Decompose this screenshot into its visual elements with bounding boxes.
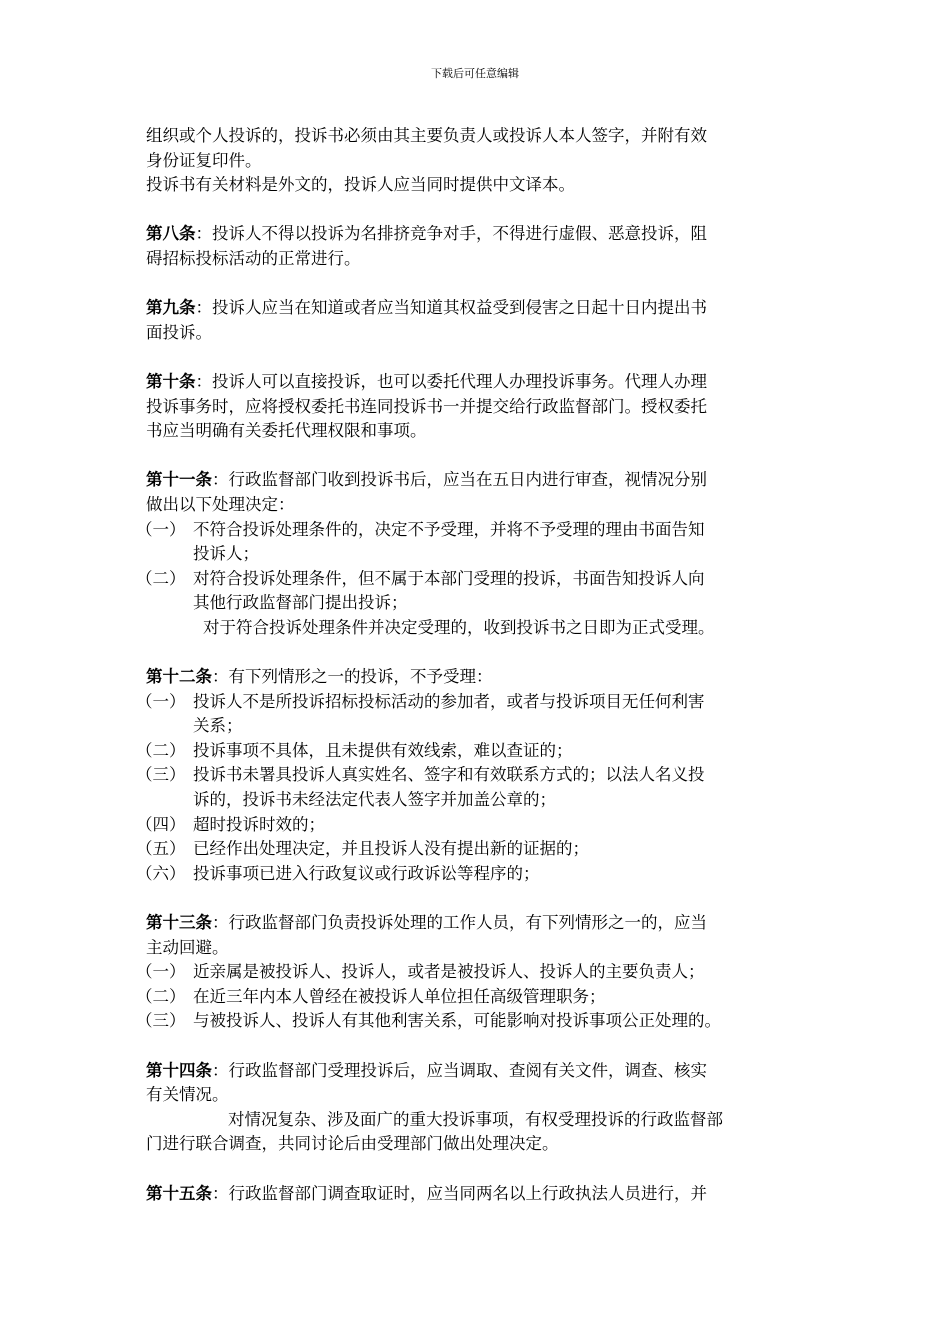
list-number: （六） bbox=[136, 863, 186, 883]
paragraph-line: 门进行联合调查，共同讨论后由受理部门做出处理决定。 bbox=[146, 1134, 559, 1154]
paragraph-line: 主动回避。 bbox=[146, 937, 229, 957]
paragraph-line: 对情况复杂、涉及面广的重大投诉事项，有权受理投诉的行政监督部 bbox=[228, 1109, 723, 1129]
list-number: （二） bbox=[136, 740, 186, 760]
article-label: 第十二条 bbox=[146, 667, 212, 687]
article-text: ：投诉人不得以投诉为名排挤竞争对手，不得进行虚假、恶意投诉，阻 bbox=[195, 224, 707, 244]
article-13 bbox=[146, 911, 816, 936]
paragraph-line: 碍招标投标活动的正常进行。 bbox=[146, 248, 361, 268]
article-8 bbox=[146, 222, 816, 247]
list-text: 投诉事项不具体，且未提供有效线索，难以查证的； bbox=[193, 740, 573, 760]
article-label: 第十一条 bbox=[146, 470, 212, 490]
list-number: （二） bbox=[136, 986, 186, 1006]
paragraph-line: 面投诉。 bbox=[146, 322, 212, 342]
list-text: 投诉书未署具投诉人真实姓名、签字和有效联系方式的；以法人名义投 bbox=[193, 765, 705, 785]
article-text: ：行政监督部门受理投诉后，应当调取、查阅有关文件，调查、核实 bbox=[212, 1060, 707, 1080]
list-number: （一） bbox=[136, 962, 186, 982]
paragraph-line: 投诉事务时，应将授权委托书连同投诉书一并提交给行政监督部门。授权委托 bbox=[146, 396, 707, 416]
article-12 bbox=[146, 665, 816, 690]
paragraph-line: 有关情况。 bbox=[146, 1085, 229, 1105]
paragraph-line: 书应当明确有关委托代理权限和事项。 bbox=[146, 421, 427, 441]
list-text: 近亲属是被投诉人、投诉人，或者是被投诉人、投诉人的主要负责人； bbox=[193, 962, 705, 982]
article-text: ：行政监督部门收到投诉书后，应当在五日内进行审查，视情况分别 bbox=[212, 470, 707, 490]
article-label: 第十五条 bbox=[146, 1183, 212, 1203]
list-item bbox=[136, 862, 816, 887]
article-text: ：有下列情形之一的投诉，不予受理： bbox=[212, 667, 493, 687]
article-text: ：投诉人可以直接投诉，也可以委托代理人办理投诉事务。代理人办理 bbox=[195, 371, 707, 391]
list-number: （一） bbox=[136, 519, 186, 539]
list-text-cont: 投诉人； bbox=[193, 544, 259, 564]
article-label: 第十四条 bbox=[146, 1060, 212, 1080]
list-text: 已经作出处理决定，并且投诉人没有提出新的证据的； bbox=[193, 839, 589, 859]
list-number: （一） bbox=[136, 691, 186, 711]
article-label: 第九条 bbox=[146, 298, 196, 318]
list-text-cont: 诉的，投诉书未经法定代表人签字并加盖公章的； bbox=[193, 790, 556, 810]
article-text: ：行政监督部门调查取证时，应当同两名以上行政执法人员进行，并 bbox=[212, 1183, 707, 1203]
list-number: （二） bbox=[136, 568, 186, 588]
page-header: 下载后可任意编辑 bbox=[431, 67, 519, 80]
list-item bbox=[136, 985, 816, 1010]
paragraph-line: 做出以下处理决定： bbox=[146, 494, 295, 514]
list-number: （五） bbox=[136, 839, 186, 859]
list-item bbox=[136, 567, 816, 616]
document-body bbox=[136, 124, 816, 1206]
list-item bbox=[136, 1009, 816, 1034]
list-item bbox=[136, 763, 816, 812]
article-14 bbox=[146, 1059, 816, 1084]
article-label: 第十三条 bbox=[146, 913, 212, 932]
list-item bbox=[136, 739, 816, 764]
article-label: 第八条 bbox=[146, 224, 196, 244]
list-text: 投诉事项已进入行政复议或行政诉讼等程序的； bbox=[193, 863, 540, 883]
article-9 bbox=[146, 296, 816, 321]
list-text: 与被投诉人、投诉人有其他利害关系，可能影响对投诉事项公正处理的。 bbox=[193, 1011, 721, 1031]
list-item bbox=[136, 837, 816, 862]
article-text: ：行政监督部门负责投诉处理的工作人员，有下列情形之一的，应当 bbox=[212, 913, 707, 932]
list-item bbox=[136, 518, 816, 567]
article-11 bbox=[146, 468, 816, 493]
list-number: （三） bbox=[136, 765, 186, 785]
paragraph-line: 对于符合投诉处理条件并决定受理的，收到投诉书之日即为正式受理。 bbox=[203, 617, 715, 637]
article-15 bbox=[146, 1182, 816, 1207]
list-number: （三） bbox=[136, 1011, 186, 1031]
article-label: 第十条 bbox=[146, 371, 196, 391]
article-text: ：投诉人应当在知道或者应当知道其权益受到侵害之日起十日内提出书 bbox=[195, 298, 707, 318]
list-item bbox=[136, 813, 816, 838]
list-number: （四） bbox=[136, 814, 186, 834]
paragraph-line: 投诉书有关材料是外文的，投诉人应当同时提供中文译本。 bbox=[146, 175, 575, 195]
list-item bbox=[136, 690, 816, 739]
paragraph-line: 身份证复印件。 bbox=[146, 150, 262, 170]
list-text-cont: 其他行政监督部门提出投诉； bbox=[193, 593, 408, 613]
list-text-cont: 关系； bbox=[193, 716, 243, 736]
paragraph-line: 组织或个人投诉的，投诉书必须由其主要负责人或投诉人本人签字，并附有效 bbox=[146, 126, 707, 145]
list-text: 在近三年内本人曾经在被投诉人单位担任高级管理职务； bbox=[193, 986, 606, 1006]
list-item bbox=[136, 960, 816, 985]
list-text: 不符合投诉处理条件的，决定不予受理，并将不予受理的理由书面告知 bbox=[193, 519, 705, 539]
list-text: 超时投诉时效的； bbox=[193, 814, 325, 834]
list-text: 对符合投诉处理条件，但不属于本部门受理的投诉，书面告知投诉人向 bbox=[193, 568, 705, 588]
list-text: 投诉人不是所投诉招标投标活动的参加者，或者与投诉项目无任何利害 bbox=[193, 691, 705, 711]
article-10 bbox=[146, 370, 816, 395]
